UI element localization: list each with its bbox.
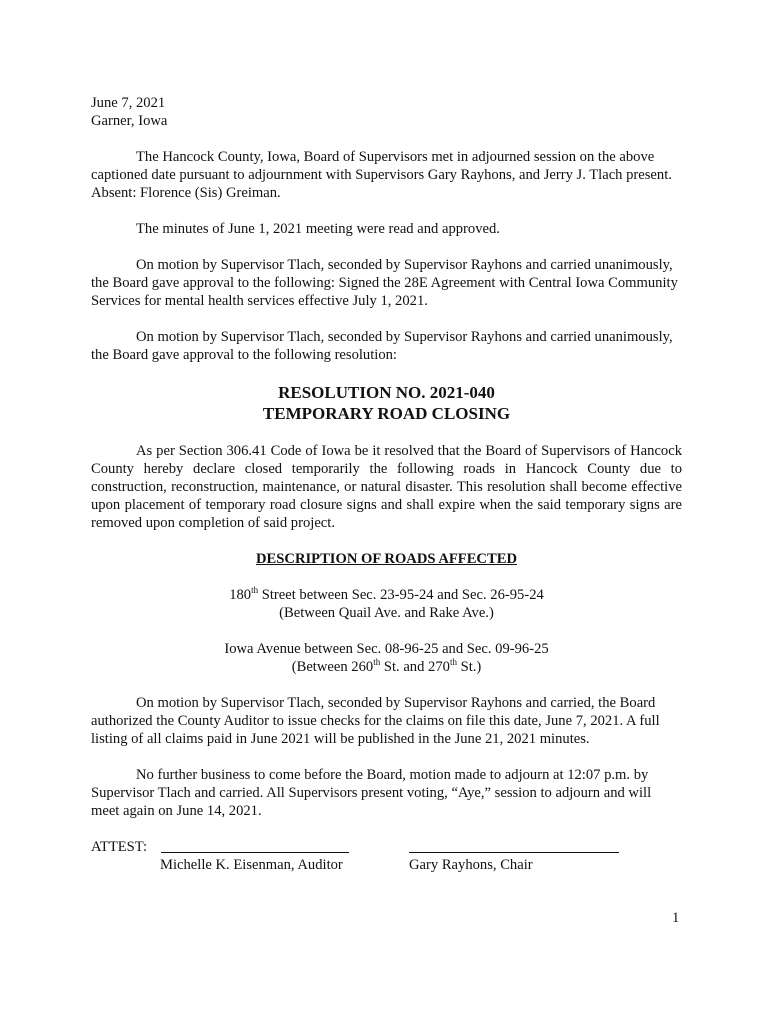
paragraph-28e-agreement: On motion by Supervisor Tlach, seconded by Supervisor Rayhons and carried unanimously, the Board gave approval to the following: Signed the 28E Agreement with Central Iowa Community Services for mental health services effective July 1, 2021. — [91, 257, 678, 309]
signature-block — [91, 838, 682, 878]
chair-name: Gary Rayhons, Chair — [409, 857, 533, 873]
road-entry-2 — [91, 640, 682, 676]
meeting-date: June 7, 2021 — [91, 95, 166, 111]
attest-label: ATTEST: — [91, 839, 148, 855]
auditor-name: Michelle K. Eisenman, Auditor — [160, 857, 343, 873]
paragraph-minutes: The minutes of June 1, 2021 meeting were read and approved. — [136, 221, 500, 237]
paragraph-adjourn: No further business to come before the Board, motion made to adjourn at 12:07 p.m. by Supervisor Tlach and carried. All Supervisors present voting, “Aye,” session to adjourn and will meet again on June 14, 2021. — [91, 767, 652, 819]
resolution-body: As per Section 306.41 Code of Iowa be it resolved that the Board of Supervisors of Hancock County hereby declare closed temporarily the following roads in Hancock County due to construction, reconstruction, maintenance, or natural disaster. This resolution shall become effective upon placement of temporary road closure signs and shall expire when the said temporary signs are removed upon completion of said project. — [91, 443, 682, 531]
paragraph-attendance: The Hancock County, Iowa, Board of Supervisors met in adjourned session on the above captioned date pursuant to adjournment with Supervisors Gary Rayhons, and Jerry J. Tlach present. Absent: Florence (Sis) Greiman. — [91, 149, 672, 201]
roads-heading: DESCRIPTION OF ROADS AFFECTED — [256, 551, 517, 567]
resolution-number: RESOLUTION NO. 2021-040 — [278, 383, 495, 402]
road-1-line-1: 180th Street between Sec. 23-95-24 and Sec. 26-95-24 — [229, 585, 544, 603]
auditor-signature-line — [161, 852, 349, 853]
road-2-line-1: Iowa Avenue between Sec. 08-96-25 and Sec. 09-96-25 — [224, 641, 549, 657]
meeting-location: Garner, Iowa — [91, 113, 168, 129]
paragraph-claims: On motion by Supervisor Tlach, seconded by Supervisor Rayhons and carried, the Board authorized the County Auditor to issue checks for the claims on file this date, June 7, 2021. A full listing of all claims paid in June 2021 will be published in the June 21, 2021 minutes. — [91, 695, 660, 747]
chair-signature-line — [409, 852, 619, 853]
paragraph-resolution-intro: On motion by Supervisor Tlach, seconded by Supervisor Rayhons and carried unanimously, the Board gave approval to the following resolution: — [91, 329, 673, 363]
road-entry-1 — [91, 586, 682, 622]
resolution-title: TEMPORARY ROAD CLOSING — [262, 404, 511, 423]
road-2-line-2: (Between 260th St. and 270th St.) — [291, 657, 482, 675]
page-number: 1 — [672, 910, 680, 926]
road-1-line-2: (Between Quail Ave. and Rake Ave.) — [279, 605, 494, 621]
